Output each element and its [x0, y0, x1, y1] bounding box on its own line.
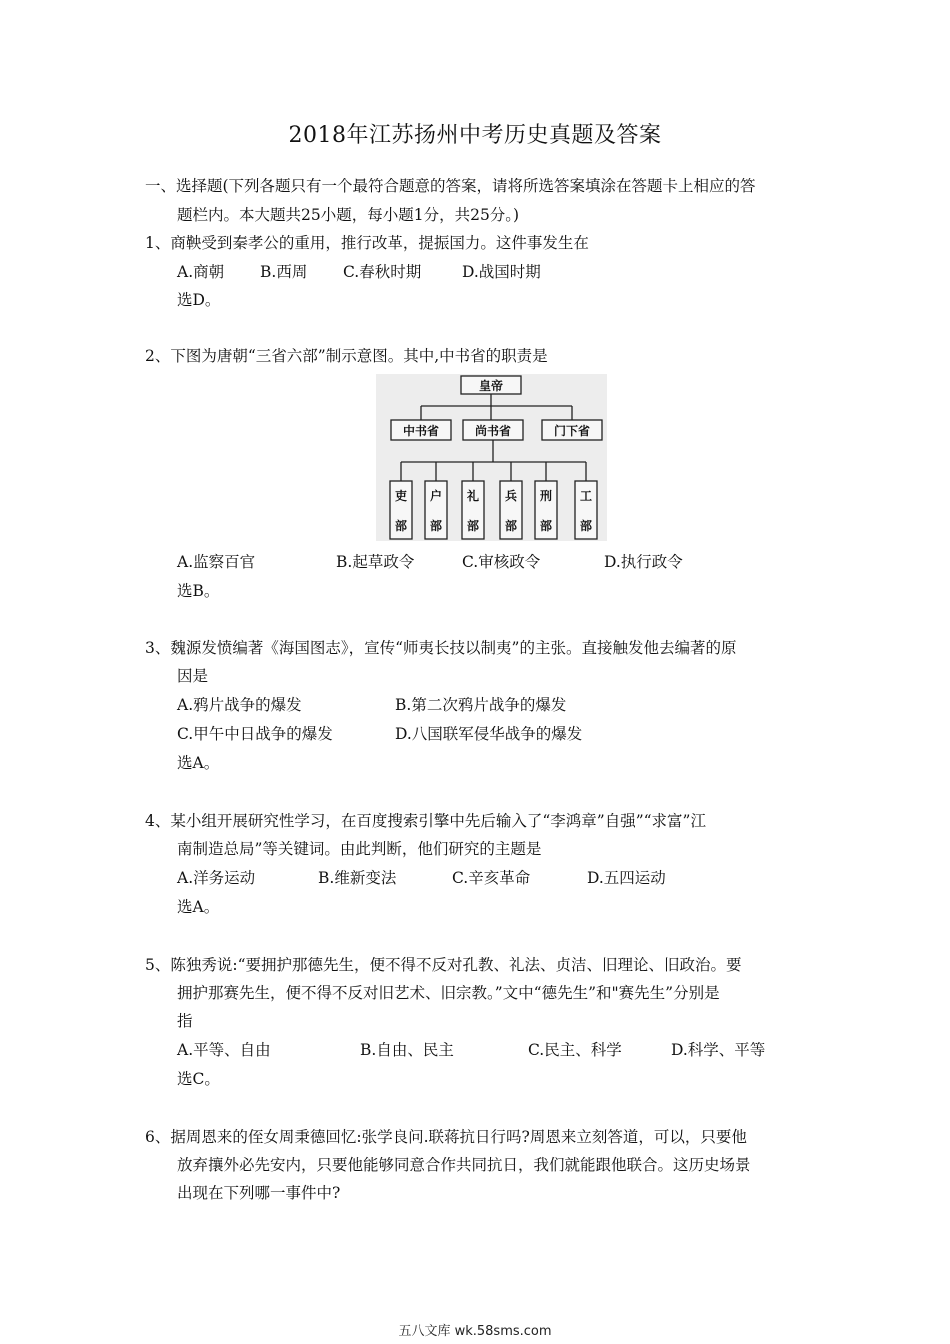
- question-3-text: 3、魏源发愤编著《海国图志》，宣传“师夷长技以制夷”的主张。直接触发他去编著的原: [145, 639, 737, 657]
- diagram-ministry-li-2-suffix: 部: [466, 519, 480, 533]
- question-1-option-b: B.西周: [260, 263, 308, 281]
- question-2-option-c: C.审核政令: [462, 553, 541, 571]
- question-6-text-cont-1: 放弃攘外必先安内，只要他能够同意合作共同抗日，我们就能跟他联合。这历史场景: [177, 1156, 751, 1174]
- diagram-ministry-bing: 兵: [504, 489, 518, 503]
- question-4-option-c: C.辛亥革命: [452, 869, 531, 887]
- question-3-option-a: A.鸦片战争的爆发: [177, 696, 302, 714]
- question-1-option-d: D.战国时期: [462, 263, 541, 281]
- diagram-ministry-hu-suffix: 部: [429, 519, 443, 533]
- diagram-ministry-xing: 刑: [539, 489, 553, 503]
- question-4-text-cont: 南制造总局”等关键词。由此判断，他们研究的主题是: [177, 840, 542, 858]
- question-6-text-cont-2: 出现在下列哪一事件中?: [177, 1184, 341, 1202]
- question-3-option-c: C.甲午中日战争的爆发: [177, 725, 333, 743]
- question-3-text-cont: 因是: [177, 667, 209, 685]
- question-3-answer: 选A。: [177, 754, 220, 772]
- question-5-option-a: A.平等、自由: [177, 1041, 271, 1059]
- diagram-ministry-li-2: 礼: [466, 489, 480, 503]
- question-4-option-b: B.维新变法: [318, 869, 397, 887]
- three-departments-six-ministries-diagram: [376, 374, 607, 541]
- question-6-text: 6、据周恩来的侄女周秉德回忆:张学良问.联蒋抗日行吗?周恩来立刻答道，可以，只要他: [145, 1128, 747, 1146]
- question-1-answer: 选D。: [177, 291, 221, 309]
- question-2-option-a: A.监察百官: [177, 553, 256, 571]
- diagram-ministry-li-1-suffix: 部: [394, 519, 408, 533]
- question-5-answer: 选C。: [177, 1070, 220, 1088]
- diagram-menxia: 门下省: [553, 424, 591, 438]
- page-footer-watermark: 五八文库 wk.58sms.com: [398, 1324, 552, 1339]
- diagram-zhongshu: 中书省: [402, 424, 440, 438]
- question-2-option-d: D.执行政令: [604, 553, 683, 571]
- question-5-option-d: D.科学、平等: [671, 1041, 766, 1059]
- question-5-option-c: C.民主、科学: [528, 1041, 622, 1059]
- diagram-ministry-gong-suffix: 部: [579, 519, 593, 533]
- diagram-emperor: 皇帝: [478, 379, 504, 393]
- question-5-text-cont-1: 拥护那赛先生，便不得不反对旧艺术、旧宗教。”文中“德先生”和"赛先生”分别是: [177, 984, 720, 1002]
- question-4-option-a: A.洋务运动: [177, 869, 256, 887]
- question-2-option-b: B.起草政令: [336, 553, 415, 571]
- diagram-ministry-xing-suffix: 部: [539, 519, 553, 533]
- question-1-text: 1、商鞅受到秦孝公的重用，推行改革，提振国力。这件事发生在: [145, 234, 589, 252]
- question-1-option-a: A.商朝: [177, 263, 225, 281]
- question-2-answer: 选B。: [177, 582, 220, 600]
- question-5-text: 5、陈独秀说:“要拥护那德先生，便不得不反对孔教、礼法、贞洁、旧理论、旧政治。要: [145, 956, 742, 974]
- section-heading: 一、选择题(下列各题只有一个最符合题意的答案，请将所选答案填涂在答题卡上相应的答: [145, 177, 756, 195]
- question-4-text: 4、某小组开展研究性学习，在百度搜索引擎中先后输入了“李鸿章”自强”“求富”江: [145, 812, 706, 830]
- question-1-option-c: C.春秋时期: [343, 263, 422, 281]
- diagram-ministry-li-1: 吏: [394, 489, 408, 503]
- document-title: 2018年江苏扬州中考历史真题及答案: [288, 123, 662, 148]
- diagram-ministry-hu: 户: [429, 489, 443, 503]
- diagram-ministry-gong: 工: [579, 489, 593, 503]
- question-4-option-d: D.五四运动: [587, 869, 666, 887]
- question-5-text-cont-2: 指: [177, 1012, 193, 1030]
- question-3-option-d: D.八国联军侵华战争的爆发: [395, 725, 583, 743]
- question-3-option-b: B.第二次鸦片战争的爆发: [395, 696, 567, 714]
- diagram-shangshu: 尚书省: [474, 424, 512, 438]
- question-2-text: 2、下图为唐朝“三省六部”制示意图。其中,中书省的职责是: [145, 347, 548, 365]
- question-4-answer: 选A。: [177, 898, 220, 916]
- section-heading-cont: 题栏内。本大题共25小题，每小题1分，共25分。): [177, 206, 520, 224]
- question-5-option-b: B.自由、民主: [360, 1041, 454, 1059]
- diagram-ministry-bing-suffix: 部: [504, 519, 518, 533]
